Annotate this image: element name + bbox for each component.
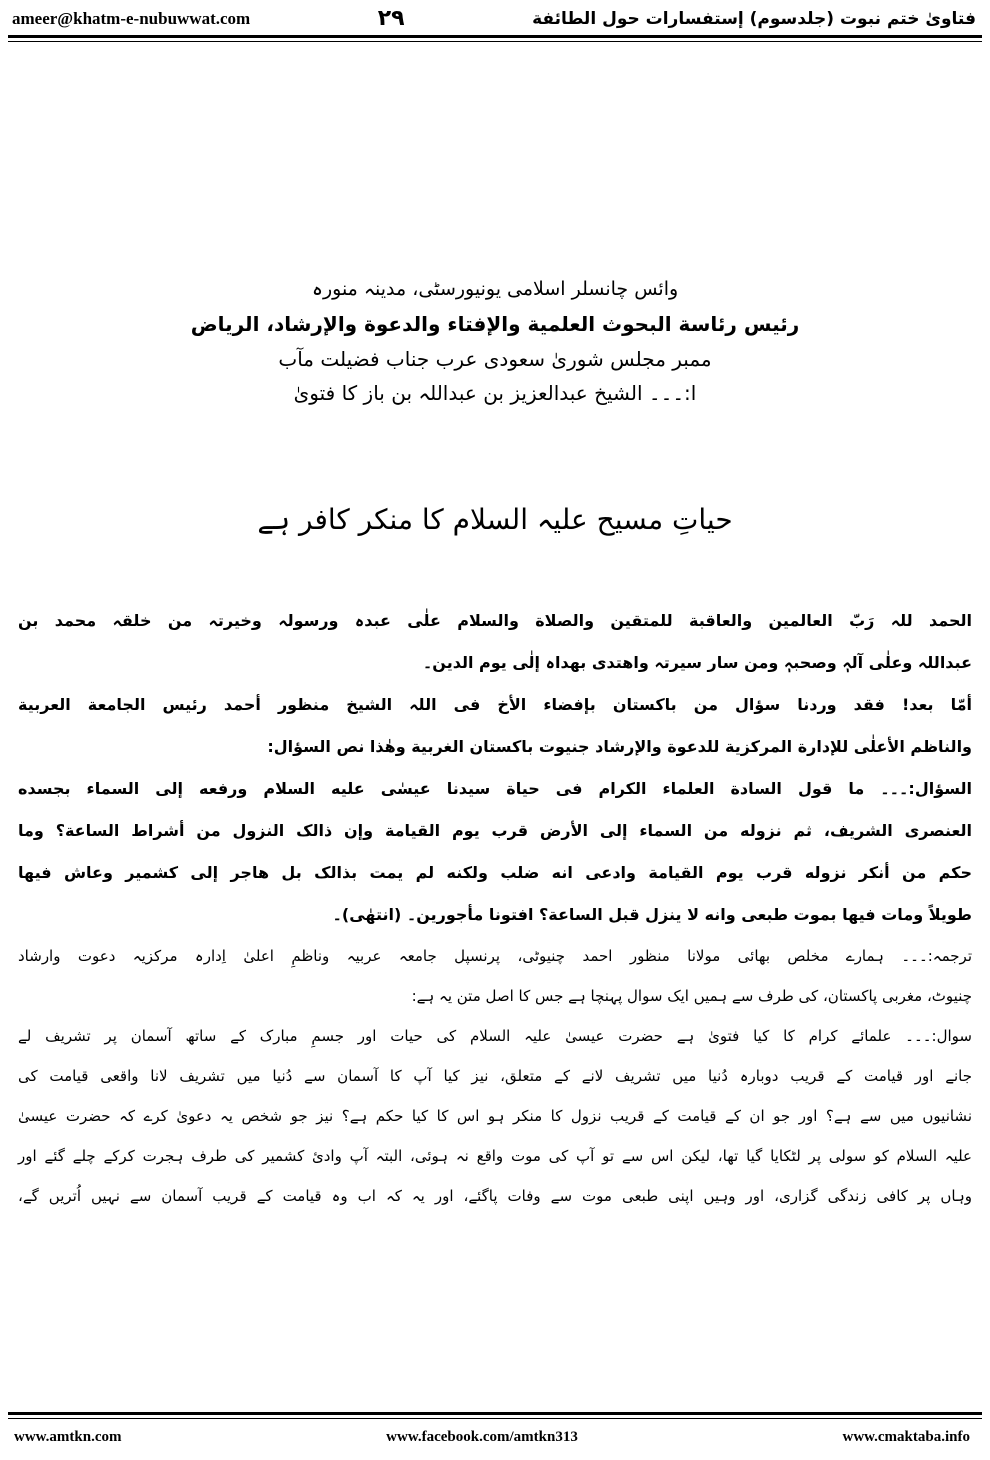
urdu-line: نشانیوں میں سے ہے؟ اور جو ان کے قیامت کے قریب نزول کا منکر ہو اس کا کیا حکم ہے؟ نیز جو شخص یہ دعویٰ کرے کہ حضرت عیسیٰ xyxy=(18,1107,972,1125)
footer-link-right[interactable]: www.cmaktaba.info xyxy=(842,1429,970,1445)
title-line-3: ممبر مجلس شوریٰ سعودی عرب جناب فضیلت مآب xyxy=(278,347,712,371)
arabic-line: عبداللہ وعلٰی آلہٖ وصحبہٖ ومن سار سیرتہ واهتدی بهداہ إلٰی یوم الدین۔ xyxy=(422,653,972,672)
arabic-line: حکم من أنکر نزوله قرب یوم القیامة وادعی انه ضلب ولکنه لم یمت بذالک بل هاجر إلی کشمیر وعاش فیها xyxy=(18,863,972,882)
urdu-line: سوال:۔۔۔ علمائے کرام کا کیا فتویٰ ہے حضرت عیسیٰ علیہ السلام کی حیات اور جسمِ مبارک کے ساتھ آسمان پر تشریف لے xyxy=(18,1027,972,1045)
urdu-line: چنیوٹ، مغربی پاکستان، کی طرف سے ہمیں ایک سوال پہنچا ہے جس کا اصل متن یہ ہے: xyxy=(411,987,972,1005)
header-rule-thin xyxy=(8,41,982,42)
page-number: ٢٩ xyxy=(377,6,405,31)
title-line-1: وائس چانسلر اسلامی یونیورسٹی، مدینہ منورہ xyxy=(311,278,679,300)
page-heading: حیاتِ مسیح علیہ السلام کا منکر کافر ہے xyxy=(257,503,733,536)
arabic-line: الحمد للہ رَبّ العالمین والعاقبة للمتقین والصلاة والسلام علٰی عبدہ ورسولہ وخیرتہ من خلقہ محمد بن xyxy=(18,611,972,630)
header-email: ameer@khatm-e-nubuwwat.com xyxy=(12,8,251,28)
urdu-line: ترجمہ:۔۔۔ ہمارے مخلص بھائی مولانا منظور احمد چنیوٹی، پرنسپل جامعہ عربیہ وناظمِ اعلیٰ اِدارہ مرکزیہ دعوت وارشاد xyxy=(18,947,972,965)
arabic-line: العنصری الشریف، ثم نزوله من السماء إلی الأرض قرب یوم القیامة وإن ذالک النزول من أشراط الساعة؟ وما xyxy=(18,821,972,840)
urdu-line: علیہ السلام کو سولی پر لٹکایا گیا تھا، لیکن اس سے تو آپ کی موت واقع نہ ہوئی، البتہ آپ وادیٔ کشمیر کی طرف ہجرت کرکے چلے گئے اور xyxy=(18,1147,972,1165)
urdu-line: وہاں پر کافی زندگی گزاری، اور وہیں اپنی طبعی موت سے وفات پاگئے، اور یہ کہ اب وہ قیامت کے قریب آسمان سے نہیں اُتریں گے، xyxy=(18,1187,972,1205)
title-line-4: ا:۔۔۔ الشیخ عبدالعزیز بن عبداللہ بن باز کا فتویٰ xyxy=(293,381,697,405)
header-rule xyxy=(8,35,982,38)
urdu-line: جانے اور قیامت کے قریب دوبارہ دُنیا میں تشریف لانے کے متعلق، نیز کیا آپ کا آسمان سے دُنیا میں تشریف لانا واقعی قیامت کی xyxy=(18,1067,972,1085)
arabic-line: أمّا بعد! فقد وردنا سؤال من باکستان بإفضاء الأخ فی اللہ الشیخ منظور أحمد رئیس الجامعة العربیة xyxy=(18,695,972,714)
footer-rule xyxy=(8,1412,982,1415)
body-text xyxy=(0,600,990,1216)
arabic-line: والناظم الأعلٰی للإدارة المرکزیة للدعوة والإرشاد جنیوت باکستان الغربیة وهٰذا نص السؤال: xyxy=(267,737,972,756)
footer-link-center[interactable]: www.facebook.com/amtkn313 xyxy=(386,1429,578,1445)
footer-link-left[interactable]: www.amtkn.com xyxy=(14,1429,122,1445)
arabic-line: السؤال:۔۔۔ ما قول السادة العلماء الکرام فی حیاة سیدنا عیسٰی علیه السلام ورفعه إلی السماء بجسده xyxy=(18,779,972,798)
title-line-2: رئیس رئاسة البحوث العلمیة والإفتاء والدعوة والإرشاد، الریاض xyxy=(190,312,800,336)
page-header xyxy=(0,0,990,35)
page-footer xyxy=(0,1392,990,1460)
book-title: فتاویٰ ختم نبوت (جلدسوم) إستفسارات حول الطائفة xyxy=(532,8,976,29)
title-block xyxy=(0,272,990,410)
arabic-line: طویلاً ومات فیها بموت طبعی وانه لا ینزل قبل الساعة؟ افتونا مأجورین۔ (انتهٰی)۔ xyxy=(332,905,972,924)
